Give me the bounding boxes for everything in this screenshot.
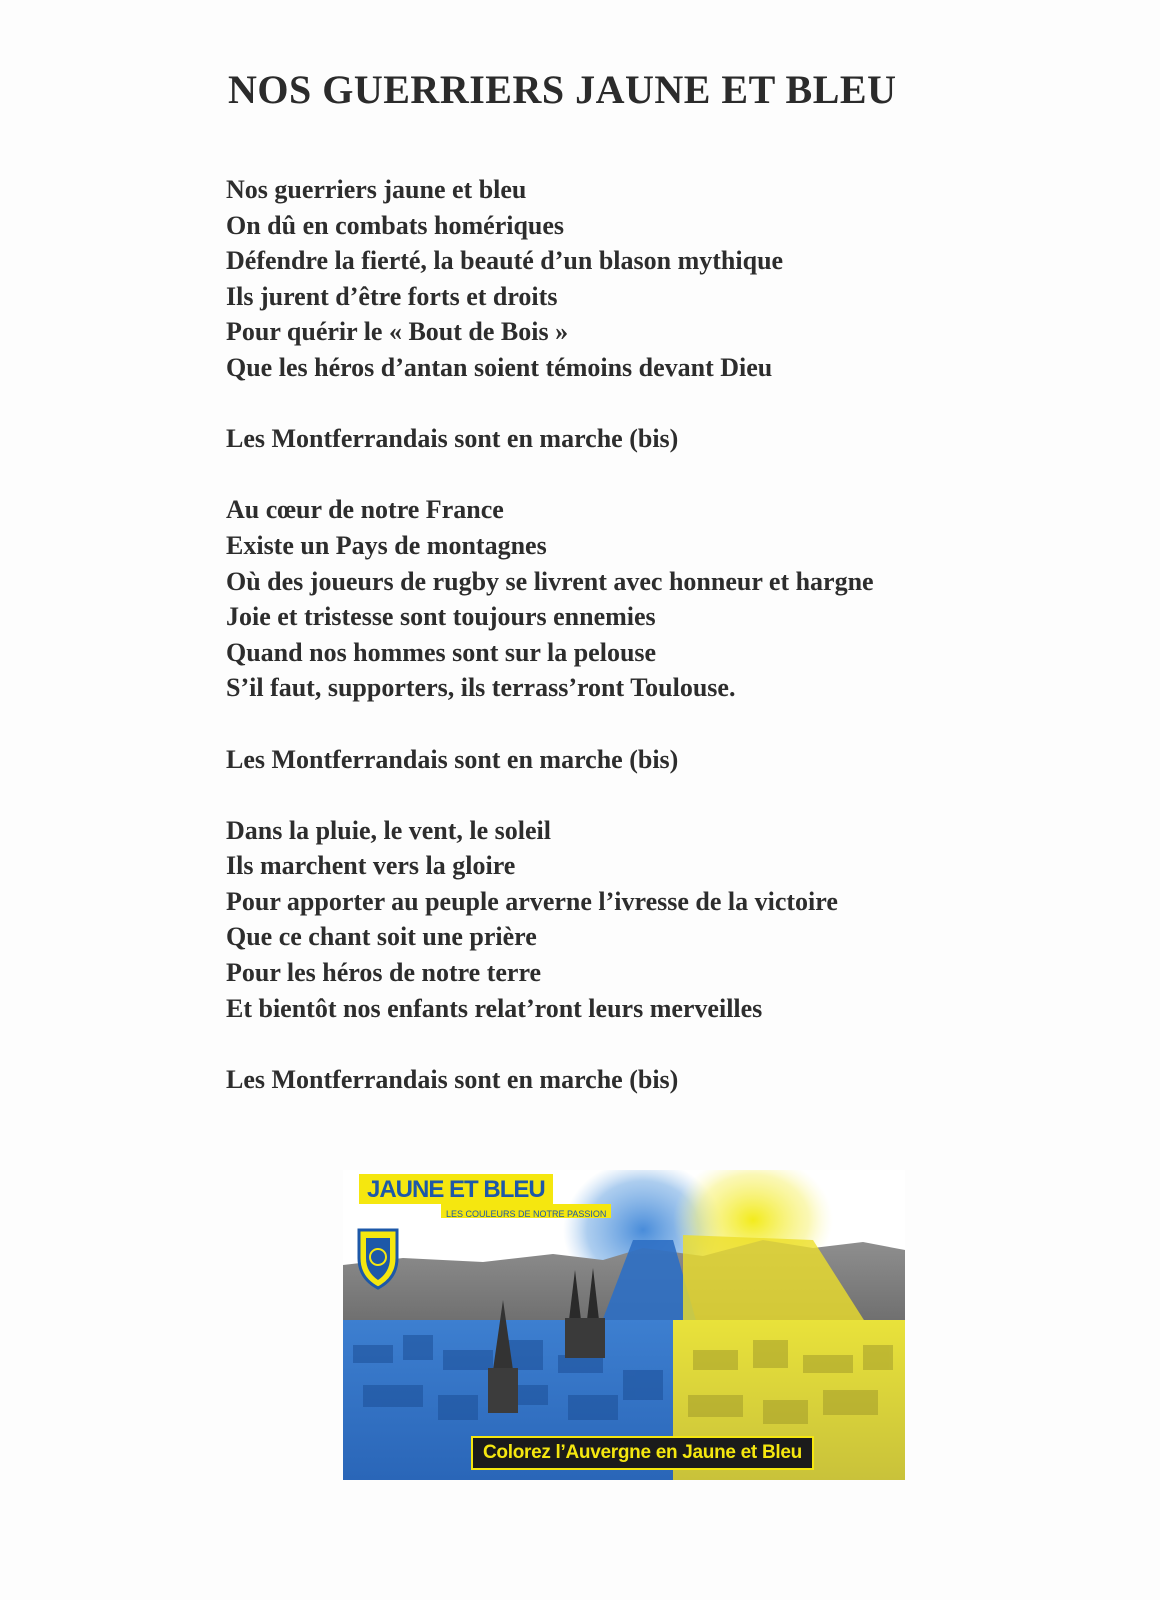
poster-illustration xyxy=(343,1170,905,1480)
lyric-line: Existe un Pays de montagnes xyxy=(226,530,547,560)
brand-banner xyxy=(359,1174,553,1204)
lyric-line: Et bientôt nos enfants relat’ront leurs merveilles xyxy=(226,993,763,1023)
lyric-line: Ils jurent d’être forts et droits xyxy=(226,281,558,311)
lyric-line: Ils marchent vers la gloire xyxy=(226,851,516,881)
lyric-line: Pour apporter au peuple arverne l’ivresse de la victoire xyxy=(226,886,838,916)
brand-name: JAUNE ET BLEU xyxy=(367,1176,545,1203)
asm-shield-icon xyxy=(359,1230,397,1288)
lyric-line: Nos guerriers jaune et bleu xyxy=(226,175,527,204)
lyric-line: Défendre la fierté, la beauté d’un blason mythique xyxy=(226,246,784,276)
lyric-line: Quand nos hommes sont sur la pelouse xyxy=(226,637,657,667)
tagline-banner xyxy=(441,1204,611,1218)
lyric-line: Pour quérir le « Bout de Bois » xyxy=(226,317,569,347)
refrain-2: Les Montferrandais sont en marche (bis) xyxy=(226,744,679,774)
lyric-line: Pour les héros de notre terre xyxy=(226,958,542,988)
stanza-2 xyxy=(226,492,1086,706)
refrain-3: Les Montferrandais sont en marche (bis) xyxy=(226,1064,679,1094)
lyric-line: Que les héros d’antan soient témoins devant Dieu xyxy=(226,352,773,382)
lyric-line: Au cœur de notre France xyxy=(226,495,504,525)
slogan-banner xyxy=(471,1436,814,1470)
jaune-et-bleu-poster xyxy=(343,1170,905,1480)
church-tower xyxy=(488,1368,518,1413)
lyric-line: Joie et tristesse sont toujours ennemies xyxy=(226,602,656,632)
stanza-1 xyxy=(226,172,1086,386)
song-title: NOS GUERRIERS JAUNE ET BLEU xyxy=(228,67,897,112)
lyric-line: Que ce chant soit une prière xyxy=(226,922,537,952)
lyric-line: On dû en combats homériques xyxy=(226,210,565,240)
lyric-line: Dans la pluie, le vent, le soleil xyxy=(226,815,551,845)
brand-tagline: LES COULEURS DE NOTRE PASSION xyxy=(446,1209,607,1219)
cathedral-body xyxy=(565,1318,605,1358)
song-lyrics xyxy=(226,172,1086,1097)
refrain-1: Les Montferrandais sont en marche (bis) xyxy=(226,424,679,454)
stanza-3 xyxy=(226,813,1086,1027)
lyric-line: S’il faut, supporters, ils terrass’ront Toulouse. xyxy=(226,673,736,703)
poster-slogan: Colorez l’Auvergne en Jaune et Bleu xyxy=(483,1442,802,1463)
lyric-line: Où des joueurs de rugby se livrent avec honneur et hargne xyxy=(226,566,874,596)
